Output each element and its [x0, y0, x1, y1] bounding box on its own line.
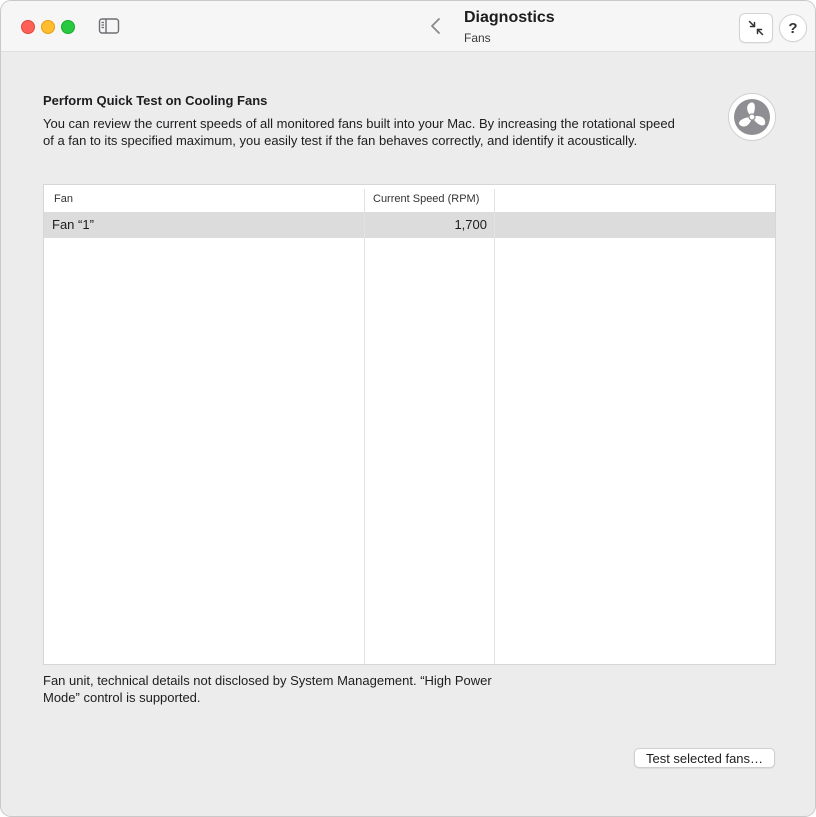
back-button[interactable]: [426, 15, 446, 37]
column-header-current-speed[interactable]: Current Speed (RPM): [373, 193, 480, 205]
column-header-fan[interactable]: Fan: [54, 193, 73, 205]
section-heading: Perform Quick Test on Cooling Fans: [43, 93, 268, 108]
test-selected-fans-button[interactable]: Test selected fans…: [634, 748, 775, 768]
fan-speed-cell: 1,700: [454, 217, 487, 232]
fans-table: [43, 184, 776, 665]
main-content: [1, 52, 815, 816]
fan-icon: [732, 97, 772, 137]
section-description: You can review the current speeds of all monitored fans built into your Mac. By increasing the rotational speed of a fan to its specified maximum, you easily test if the fan behaves correctly, and identify it acoustically.: [43, 116, 675, 148]
fan-badge: [728, 93, 776, 141]
title-bar: [1, 1, 815, 52]
help-button[interactable]: ?: [779, 14, 807, 42]
window-title: Diagnostics: [464, 9, 555, 26]
close-window-button[interactable]: [21, 20, 35, 34]
zoom-window-button[interactable]: [61, 20, 75, 34]
sidebar-toggle-button[interactable]: [98, 17, 120, 35]
fan-details-note: Fan unit, technical details not disclosed by System Management. “High Power Mode” control is supported.: [43, 673, 492, 705]
fan-name-cell: Fan “1”: [52, 217, 94, 232]
window-subtitle: Fans: [464, 31, 491, 45]
collapse-arrows-icon: [747, 19, 765, 37]
chevron-left-icon: [426, 15, 446, 37]
table-header: [44, 185, 775, 212]
column-divider: [494, 189, 495, 664]
collapse-button[interactable]: [739, 13, 773, 43]
sidebar-icon: [98, 17, 120, 35]
table-row[interactable]: [44, 212, 775, 238]
minimize-window-button[interactable]: [41, 20, 55, 34]
column-divider: [364, 189, 365, 664]
